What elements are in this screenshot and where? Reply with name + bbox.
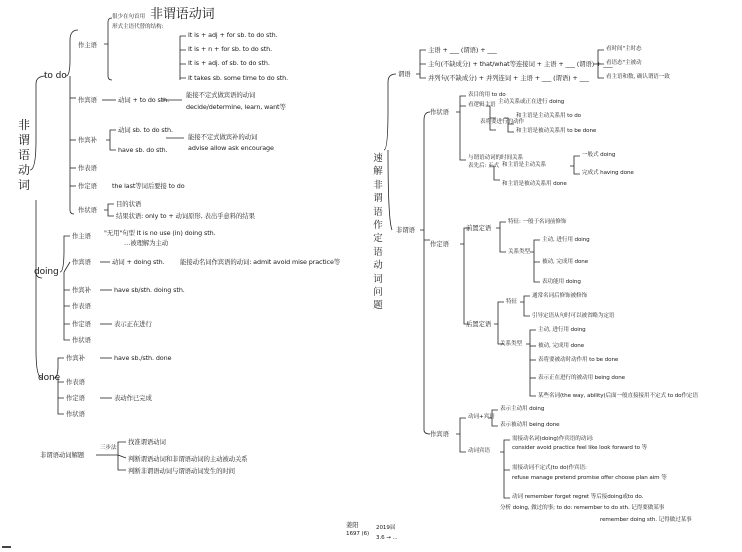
- attr-post-r4: 表示正在进行的被动用 being done: [538, 375, 625, 381]
- attr-post-f2: 引导定语从句时可以被省略为定语: [532, 313, 615, 319]
- adv-early-label: 和主语是主动关系: [502, 162, 546, 168]
- todo-attributive-rule: the last等词后要接 to do: [112, 182, 185, 190]
- attr-post-r1: 主动, 进行用 doing: [538, 327, 586, 333]
- done-predicative-role: 作表语: [66, 378, 85, 386]
- obj-list2: refuse manage pretend promise offer choose plan aim 等: [512, 475, 667, 481]
- steps-title: 非谓语动词解题: [40, 451, 85, 459]
- todo-complement-note: 能接不定式做宾补的动词: [188, 133, 258, 141]
- doing-complement-role: 作宾补: [72, 286, 91, 294]
- done-complement-role: 作宾补: [66, 354, 85, 362]
- attr-pre-r1: 主动, 进行用 doing: [542, 237, 590, 243]
- branch-done: done: [38, 373, 61, 383]
- steps-item-3: 判断非谓语动词与谓语动词发生的时间: [128, 467, 235, 475]
- todo-object-rule: 动词 + to do sth.: [118, 96, 170, 104]
- todo-pattern-4: It takes sb. some time to do sth.: [188, 74, 289, 82]
- steps-label: 三步法: [100, 445, 117, 451]
- adv-passive-early: 和主语是被动关系用 done: [502, 181, 567, 187]
- todo-complement-role: 作宾补: [78, 136, 97, 144]
- adv-purpose: 表目的用 to do: [468, 92, 506, 98]
- obj-fixed: 动词+宾语: [468, 414, 495, 420]
- obj-list1: consider avoid practice feel like look forward to 等: [512, 445, 648, 451]
- footer-class-1: 1697 (6): [346, 531, 370, 537]
- adv-compare-label-2: 表先后: 正式: [468, 163, 499, 169]
- todo-subject-note-1: 很少在句首用: [112, 14, 145, 20]
- todo-complement-verbs: advise allow ask encourage: [188, 144, 274, 152]
- todo-pattern-1: It is + adj + for sb. to do sth.: [188, 31, 278, 39]
- obj-list4: 分析 doing, 做过的事; to do: remember to do sth. 记得要做某事: [500, 505, 665, 511]
- attr-post-r5: 某些名词(the way, ability)后面一般直接接用不定式 to do作定语: [538, 393, 698, 399]
- doing-object-rule: 动词 + doing sth.: [112, 258, 165, 266]
- todo-adverbial-role: 作状语: [78, 206, 97, 214]
- done-attributive-rule: 表动作已完成: [114, 394, 152, 402]
- obj-dyn: 动词宾语: [468, 448, 490, 454]
- branch-to-do: to do: [44, 71, 67, 81]
- todo-object-note: 能接不定式做宾语的动词: [186, 91, 256, 99]
- done-adverbial-role: 作状语: [66, 410, 85, 418]
- todo-object-verbs: decide/determine, learn, want等: [186, 103, 286, 111]
- done-complement-rule: have sb./sth. done: [114, 354, 172, 362]
- right-title-vertical: 速解非谓语作定语动词问题: [373, 153, 383, 312]
- bracket-right-root: [384, 74, 396, 230]
- todo-pattern-2: It is + n + for sb. to do sth.: [188, 45, 273, 53]
- obj-role: 作宾语: [430, 430, 449, 438]
- doing-subject-role: 作主语: [72, 232, 91, 240]
- pred-note-3: 看主语和数, 确认谓语一致: [606, 74, 670, 80]
- attr-post-role: 后置定语: [466, 320, 492, 328]
- obj-list4b: remember doing sth. 记得做过某事: [600, 517, 692, 523]
- footer-name: 姜阳: [346, 521, 359, 529]
- attr-pre-relation: 关系类型: [508, 249, 530, 255]
- attr-pre-r2: 被动, 完成用 done: [542, 259, 589, 265]
- doing-predicative-role: 作表语: [72, 302, 91, 310]
- todo-pattern-3: It is + adj. of sb. to do sth.: [188, 59, 270, 67]
- obj-list2-head: 需接动词不定式(to do)作宾语:: [512, 465, 587, 471]
- todo-object-role: 作宾语: [78, 96, 97, 104]
- doing-subject-rule: "无用"句型 It is no use (in) doing sth.: [104, 229, 216, 237]
- adv-logic-2b: 和主语是被动关系用 to be done: [516, 128, 597, 134]
- attr-pre-feature: 特征: 一般于名词前修饰: [508, 219, 567, 225]
- todo-complement-p1: 动词 sb. to do sth.: [118, 126, 173, 134]
- todo-adverbial-n1: 目的状语: [116, 200, 142, 208]
- obj-f1: 表示主动用 doing: [500, 406, 545, 412]
- pred-row-1: 主语 + ___ (谓语) + ___: [428, 46, 497, 54]
- right-type-nonpredicate: 非谓语: [396, 226, 415, 234]
- branch-doing: doing: [34, 267, 59, 277]
- obj-f2: 表示被动用 being done: [500, 422, 560, 428]
- doing-subject-note: …被理解为主动: [124, 239, 169, 247]
- doing-attributive-role: 作定语: [72, 320, 91, 328]
- bracket-done: [54, 358, 64, 414]
- adv-logic-1: 主动关系或正在进行 doing: [498, 99, 565, 105]
- adv-logic-2: 表将要进行的动作: [480, 119, 524, 125]
- attr-post-feature: 特征: [506, 299, 517, 305]
- scan-corner-mark: [2, 546, 11, 548]
- doing-adverbial-role: 作状语: [72, 336, 91, 344]
- obj-list3: 动词 remember forget regret 等后接doing或to do.: [512, 494, 644, 500]
- adv-early-1: 一般式 doing: [582, 152, 616, 158]
- adv-compare-label: 与谓语动词的时间关系: [468, 155, 523, 161]
- attr-pre-role: 前置定语: [466, 224, 492, 232]
- adv-early-2: 完成式 having done: [582, 170, 634, 176]
- doing-attributive-rule: 表示正在进行: [114, 320, 152, 328]
- todo-predicative-role: 作表语: [78, 164, 97, 172]
- todo-subject-note-2: 形式主语代替的结构:: [112, 24, 164, 30]
- todo-adverbial-n2: 结果状语: only to + 动词原形, 表出乎意料的结果: [116, 212, 255, 220]
- obj-list1-head: 需接动名词(doing)作宾语的动词:: [512, 436, 594, 442]
- footer-class-2: 2019届: [376, 525, 396, 531]
- pred-row-2: 主句(不缺成分) + that/what等连接词 + 主语 + ___ (谓语) + ___: [428, 60, 613, 68]
- adv-logic-label: 看逻辑主语: [468, 102, 496, 108]
- adv-logic-2a: 和主语是主动关系用 to do: [516, 113, 581, 119]
- done-attributive-role: 作定语: [66, 394, 85, 402]
- attr-post-r2: 被动, 完成用 done: [538, 343, 585, 349]
- doing-complement-rule: have sb/sth. doing sth.: [114, 286, 185, 294]
- bracket-root: [30, 76, 46, 378]
- doing-object-role: 作宾语: [72, 258, 91, 266]
- todo-attributive-role: 作定语: [78, 182, 97, 190]
- attr-role: 作定语: [430, 240, 449, 248]
- pred-row-3: 并列句(不缺成分) + 并列连词 + 主语 + ___ (谓语) + ___: [428, 74, 589, 82]
- steps-item-1: 找准谓语动词: [128, 438, 166, 446]
- attr-post-f1: 通常名词后修饰被修饰: [532, 293, 587, 299]
- steps-item-2: 判断谓语动词和非谓语动词的主动被动关系: [128, 455, 248, 463]
- bracket-doing: [60, 236, 70, 340]
- right-type-predicate: 谓语: [398, 70, 411, 78]
- footer-class-3: 3.6 → ...: [376, 535, 398, 541]
- doing-object-note: 能接动名词作宾语的动词: admit avoid mise practice等: [180, 258, 341, 266]
- pred-note-1: 看时间"主时态: [606, 46, 642, 52]
- todo-subject-role: 作主语: [78, 41, 97, 49]
- attr-post-r3: 表将要被动时动作用 to be done: [538, 357, 619, 363]
- pred-note-2: 看语态"主被动: [606, 60, 642, 66]
- left-title-vertical: 非谓语动词: [17, 118, 30, 192]
- todo-complement-p2: have sb. do sth.: [118, 146, 168, 154]
- adv-role: 作状语: [430, 108, 449, 116]
- todo-header: 非谓语动词: [150, 7, 215, 22]
- attr-post-relation: 关系类型: [500, 341, 522, 347]
- attr-pre-r3: 表功能用 doing: [542, 279, 581, 285]
